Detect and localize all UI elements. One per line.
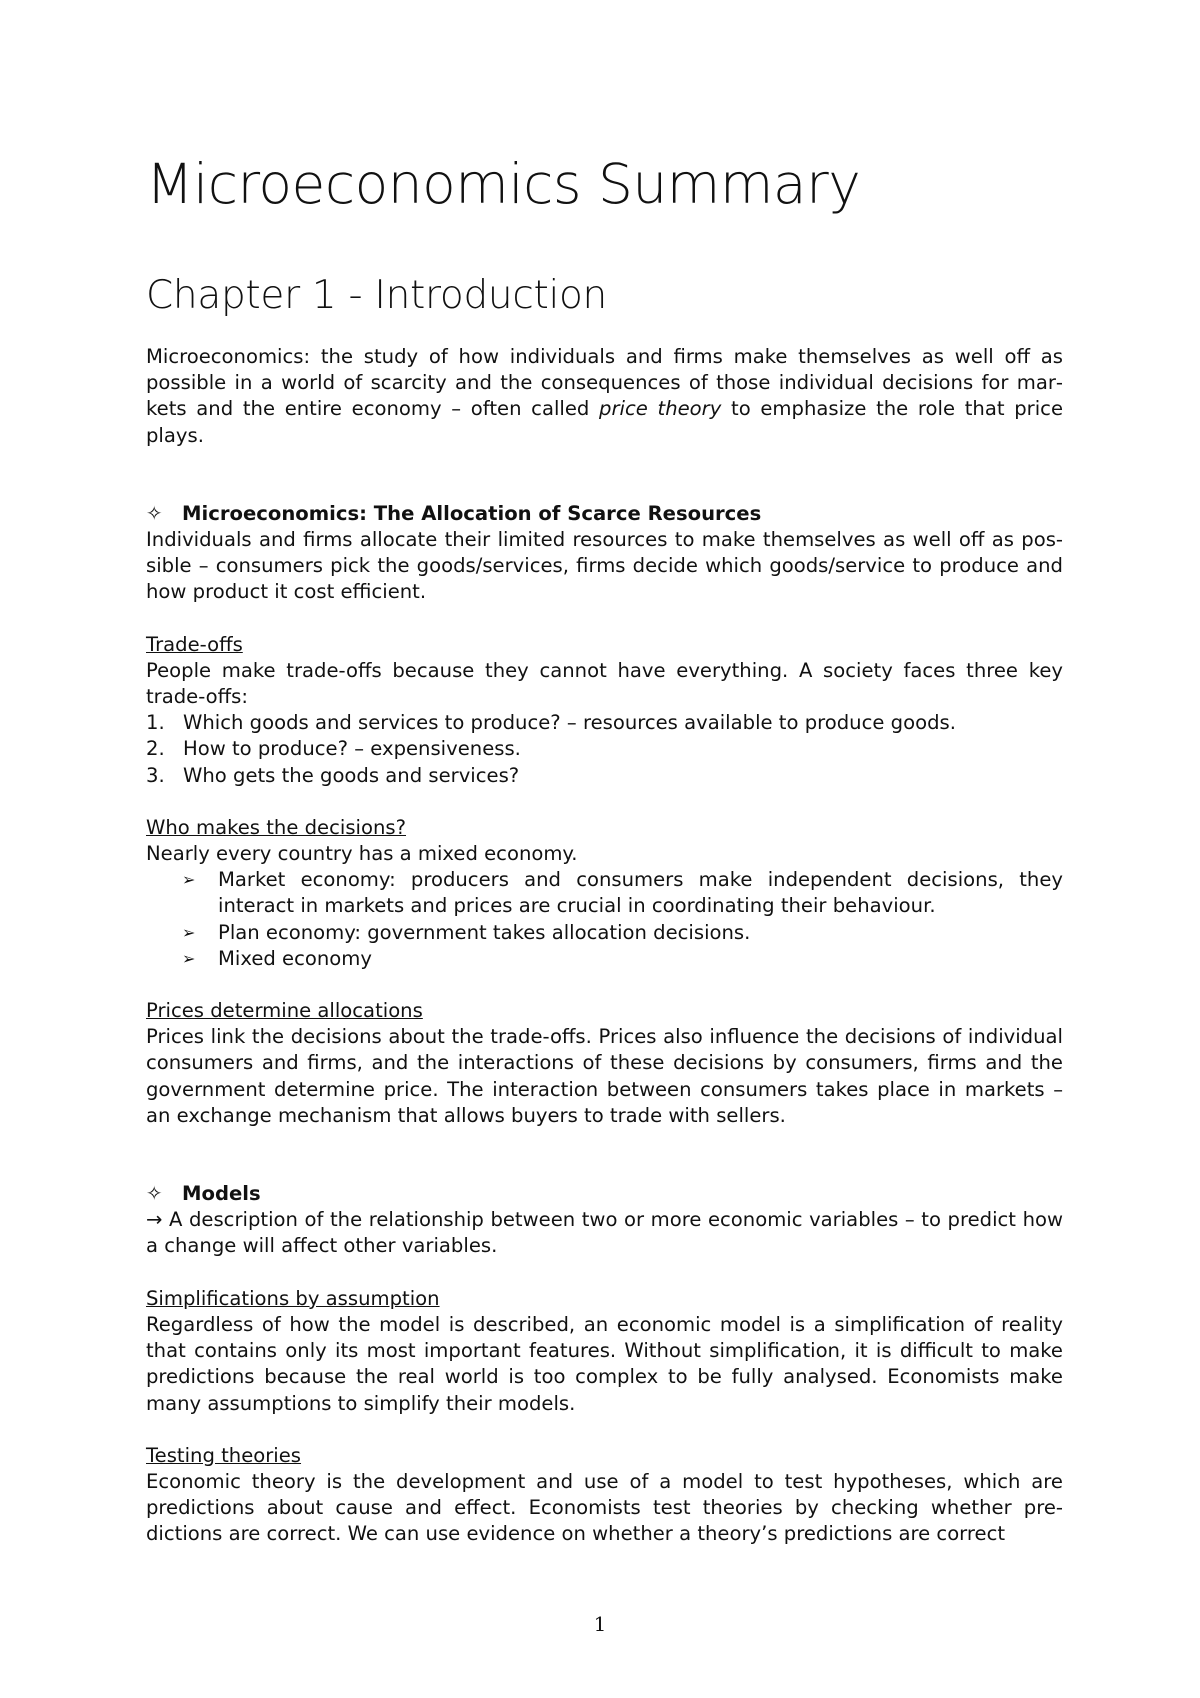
list-item: ➢ Market economy: producers and consumers make independent decisions, they interact in markets and prices are crucial in coordinating their behaviour. (182, 867, 1063, 919)
prices-paragraph: Prices link the decisions about the trade-offs. Prices also influence the decisions of individual consumers and firms, and the interactions of these decisions by consumers, firms and the government determine price. The interaction between consumers takes place in markets – an exchange mechanism that allows buyers to trade with sellers. (146, 1025, 1063, 1127)
list-item: 2. How to produce? – expensiveness. (146, 737, 521, 761)
arrow-bullet-icon: ➢ (182, 870, 196, 890)
document-body (146, 344, 1063, 1548)
allocation-paragraph: Individuals and firms allocate their limited resources to make themselves as well off as possible – consumers pick the goods/services, firms decide which goods/service to produce and how product it cost efficient. (146, 528, 1063, 604)
subheading-prices: Prices determine allocations (146, 999, 423, 1023)
subheading-testing: Testing theories (146, 1443, 302, 1467)
section-heading-models: ✧ Models (146, 1181, 1063, 1207)
models-paragraph: → A description of the relationship between two or more economic variables – to predict how a change will affect other variables. (146, 1208, 1063, 1258)
tradeoffs-list (146, 710, 1063, 789)
intro-paragraph: Microeconomics: the study of how individuals and firms make themselves as well off as possible in a world of scarcity and the consequences of those individual decisions for markets and the entire economy – often called price theory to emphasize the role that price plays. (146, 345, 1063, 447)
page-number: 1 (593, 1612, 607, 1636)
subheading-decisions: Who makes the decisions? (146, 815, 406, 839)
economy-types-list (146, 867, 1063, 972)
tradeoffs-paragraph: People make trade-offs because they cannot have everything. A society faces three key trade-offs: (146, 658, 1063, 709)
list-item: ➢ Mixed economy (182, 946, 1063, 972)
decisions-paragraph: Nearly every country has a mixed economy. (146, 842, 578, 866)
document-title: Microeconomics Summary (146, 152, 861, 216)
diamond-bullet-icon: ✧ (146, 1182, 163, 1206)
section-heading-allocation: ✧ Microeconomics: The Allocation of Scarce Resources (146, 501, 1063, 527)
chapter-heading: Chapter 1 - Introduction (146, 273, 607, 318)
list-item: 3. Who gets the goods and services? (146, 763, 520, 787)
list-item: ➢ Plan economy: government takes allocation decisions. (182, 920, 1063, 946)
list-item: 1. Which goods and services to produce? – resources available to produce goods. (146, 711, 956, 735)
price-theory-term: price theory (599, 397, 722, 421)
subheading-simplifications: Simplifications by assumption (146, 1286, 440, 1310)
testing-paragraph: Economic theory is the development and use of a model to test hypotheses, which are predictions about cause and effect. Economists test theories by checking whether predictions are correct. We can use evidence on whether a theory’s predictions are correct (146, 1469, 1063, 1546)
subheading-tradeoffs: Trade-offs (146, 632, 243, 656)
diamond-bullet-icon: ✧ (146, 501, 163, 525)
arrow-bullet-icon: ➢ (182, 922, 196, 942)
arrow-bullet-icon: ➢ (182, 948, 196, 968)
simplifications-paragraph: Regardless of how the model is described, an economic model is a simplification of reality that contains only its most important features. Without simplification, it is difficult to make predictions because the real world is too complex to be fully analysed. Economists make many assumptions to simplify their models. (146, 1312, 1063, 1415)
